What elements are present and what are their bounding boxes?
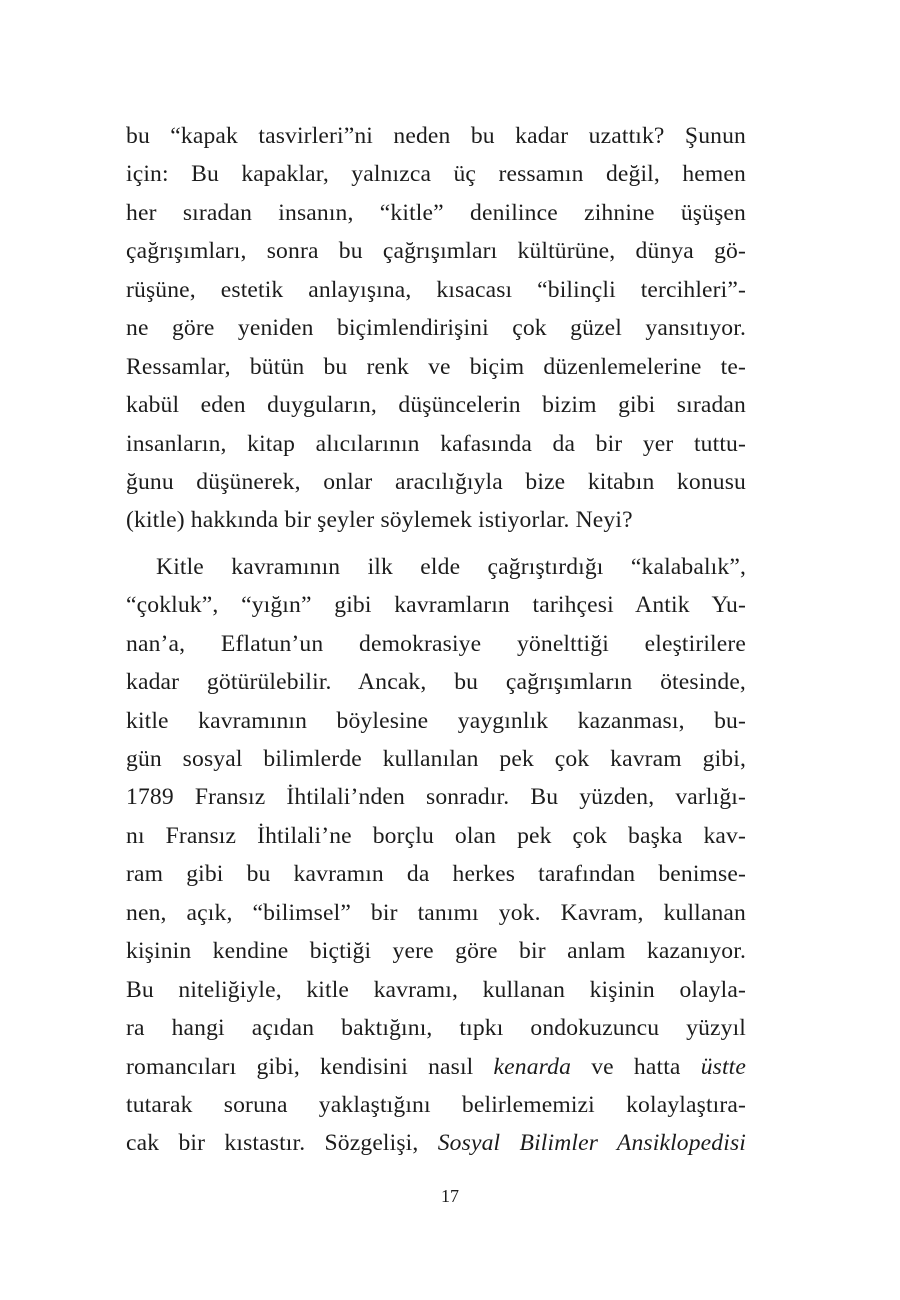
text-line xyxy=(126,425,746,463)
text-segment: kişinin kendine biçtiği yere göre bir anlam kazanıyor. xyxy=(126,938,746,965)
text-segment: bu “kapak tasvirleri”ni neden bu kadar uzattık? Şunun xyxy=(126,123,746,149)
text-line xyxy=(126,1009,746,1047)
text-line xyxy=(126,663,746,701)
text-segment: Kitle kavramının ilk elde çağrıştırdığı “kalabalık”, xyxy=(156,553,746,580)
text-segment: kitle kavramının böylesine yaygınlık kazanması, bu- xyxy=(126,707,746,734)
page-number: 17 xyxy=(441,1186,459,1206)
text-segment: gün sosyal bilimlerde kullanılan pek çok kavram gibi, xyxy=(126,746,746,772)
italic-segment: kenarda xyxy=(493,1053,572,1080)
text-line xyxy=(126,586,746,624)
text-line xyxy=(126,1086,746,1124)
text-segment: ra hangi açıdan baktığını, tıpkı ondokuzuncu yüzyıl xyxy=(126,1015,746,1042)
text-line xyxy=(126,348,746,386)
paragraph xyxy=(126,548,746,1163)
text-segment: Bu niteliğiyle, kitle kavramı, kullanan kişinin olayla- xyxy=(126,976,746,1003)
text-line xyxy=(126,271,746,309)
paragraph xyxy=(126,117,746,540)
text-segment: nı Fransız İhtilali’ne borçlu olan pek çok başka kav- xyxy=(126,822,746,849)
text-segment: nan’a, Eflatun’un demokrasiye yönelttiği eleştirilere xyxy=(126,630,746,657)
text-segment: ram gibi bu kavramın da herkes tarafından benimse- xyxy=(126,861,746,888)
text-line xyxy=(126,625,746,663)
text-line xyxy=(126,194,746,232)
text-line xyxy=(126,894,746,932)
text-line xyxy=(126,971,746,1009)
text-segment: kadar götürülebilir. Ancak, bu çağrışımların ötesinde, xyxy=(126,669,746,696)
text-segment: rüşüne, estetik anlayışına, kısacası “bilinçli tercihleri”- xyxy=(126,276,746,303)
text-line xyxy=(126,1124,746,1162)
text-line xyxy=(126,855,746,893)
text-segment: tutarak soruna yaklaştığını belirlememizi kolaylaştıra- xyxy=(126,1091,746,1118)
text-line xyxy=(126,309,746,347)
text-segment: romancıları gibi, kendisini nasıl xyxy=(126,1053,494,1080)
text-line xyxy=(126,817,746,855)
text-line xyxy=(126,232,746,270)
text-segment: çağrışımları, sonra bu çağrışımları kültürüne, dünya gö- xyxy=(126,238,746,265)
text-segment: (kitle) hakkında bir şeyler söylemek istiyorlar. Neyi? xyxy=(126,507,633,534)
text-line xyxy=(126,778,746,816)
text-line xyxy=(126,155,746,193)
text-segment: nen, açık, “bilimsel” bir tanımı yok. Kavram, kullanan xyxy=(126,899,746,926)
text-segment: Ressamlar, bütün bu renk ve biçim düzenlemelerine te- xyxy=(126,353,746,380)
text-line xyxy=(126,386,746,424)
text-segment: her sıradan insanın, “kitle” denilince zihnine üşüşen xyxy=(126,199,746,226)
text-line xyxy=(126,702,746,740)
text-line xyxy=(126,463,746,501)
text-segment: ne göre yeniden biçimlendirişini çok güzel yansıtıyor. xyxy=(126,315,746,342)
text-segment: için: Bu kapaklar, yalnızca üç ressamın değil, hemen xyxy=(126,161,746,188)
text-line xyxy=(126,117,746,155)
text-segment: insanların, kitap alıcılarının kafasında da bir yer tuttu- xyxy=(126,430,746,457)
text-line xyxy=(126,932,746,970)
text-segment: “çokluk”, “yığın” gibi kavramların tarihçesi Antik Yu- xyxy=(126,592,746,619)
text-line xyxy=(126,1048,746,1086)
text-segment: ğunu düşünerek, onlar aracılığıyla bize kitabın konusu xyxy=(126,468,746,495)
text-segment: kabül eden duyguların, düşüncelerin bizim gibi sıradan xyxy=(126,392,746,419)
text-segment: 1789 Fransız İhtilali’nden sonradır. Bu yüzden, varlığı- xyxy=(126,784,746,811)
text-segment: ve hatta xyxy=(571,1053,701,1080)
italic-segment: üstte xyxy=(700,1053,746,1080)
text-line xyxy=(126,740,746,778)
italic-segment: Sosyal Bilimler Ansiklopedisi xyxy=(437,1130,746,1157)
text-segment: cak bir kıstastır. Sözgelişi, xyxy=(126,1130,438,1157)
text-line xyxy=(126,548,746,586)
body-text xyxy=(126,117,746,1163)
text-line xyxy=(126,501,746,539)
